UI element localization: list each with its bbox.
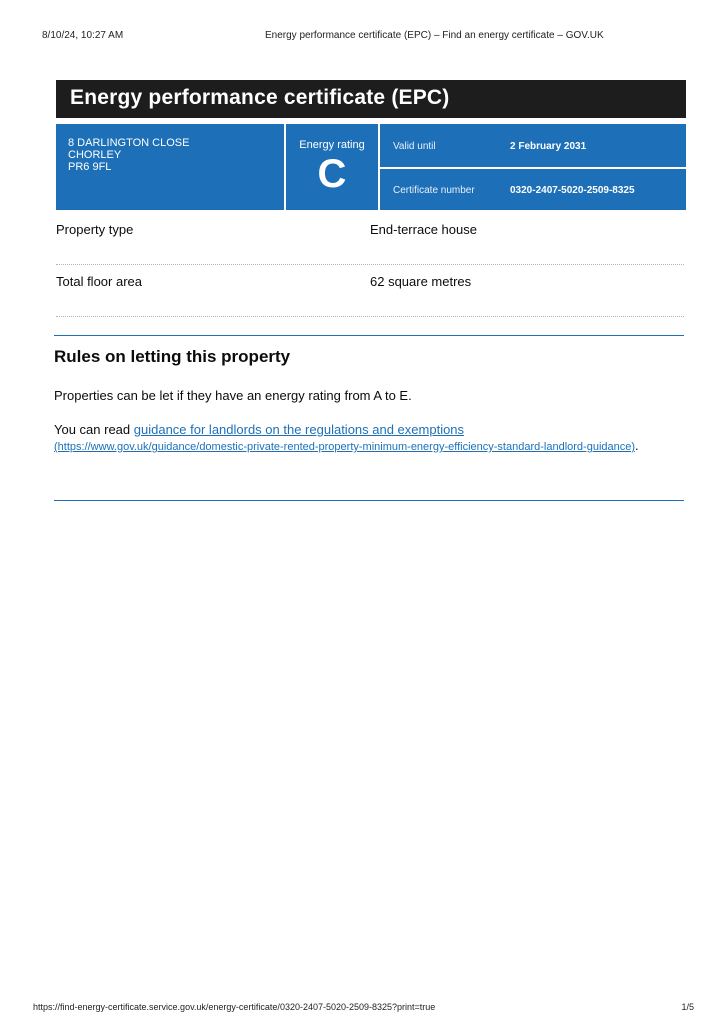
guidance-suffix: . [635,438,639,453]
landlord-guidance-link[interactable]: guidance for landlords on the regulations and exemptions [133,422,465,437]
certificate-number-label: Certificate number [393,185,475,196]
guidance-prefix: You can read [54,422,134,437]
epc-summary-panel [56,124,686,210]
print-document-title: Energy performance certificate (EPC) – Find an energy certificate – GOV.UK [265,30,604,41]
valid-until-box [380,124,686,167]
address-line-2: CHORLEY [68,149,122,161]
energy-rating-box [286,124,378,210]
letting-guidance-paragraph [54,422,654,455]
property-address [56,124,284,210]
energy-rating-letter: C [317,152,347,196]
print-footer [33,1002,694,1016]
summary-label: Property type [56,222,134,237]
section-divider [54,335,684,336]
valid-until-label: Valid until [393,141,436,152]
address-line-3: PR6 9FL [68,161,112,173]
letting-rules-heading: Rules on letting this property [54,347,291,366]
certificate-number-value: 0320-2407-5020-2509-8325 [510,185,635,196]
certificate-number-box [380,169,686,210]
summary-label: Total floor area [56,274,142,289]
summary-row-property-type [56,212,684,265]
energy-rating-label: Energy rating [299,139,365,151]
print-footer-url: https://find-energy-certificate.service.gov.uk/energy-certificate/0320-2407-5020-2509-8325?print=true [33,1002,436,1012]
section-divider [54,500,684,501]
epc-title: Energy performance certificate (EPC) [56,80,686,118]
letting-rules-paragraph: Properties can be let if they have an energy rating from A to E. [54,388,412,403]
summary-value: 62 square metres [370,274,472,289]
valid-until-value: 2 February 2031 [510,141,587,152]
landlord-guidance-url[interactable]: (https://www.gov.uk/guidance/domestic-private-rented-property-minimum-energy-efficiency-standard-landlord-guidance) [54,441,636,453]
summary-value: End-terrace house [370,222,477,237]
address-line-1: 8 DARLINGTON CLOSE [68,137,190,149]
summary-row-floor-area [56,264,684,317]
print-page-number: 1/5 [681,1002,694,1012]
print-datetime: 8/10/24, 10:27 AM [42,30,124,41]
